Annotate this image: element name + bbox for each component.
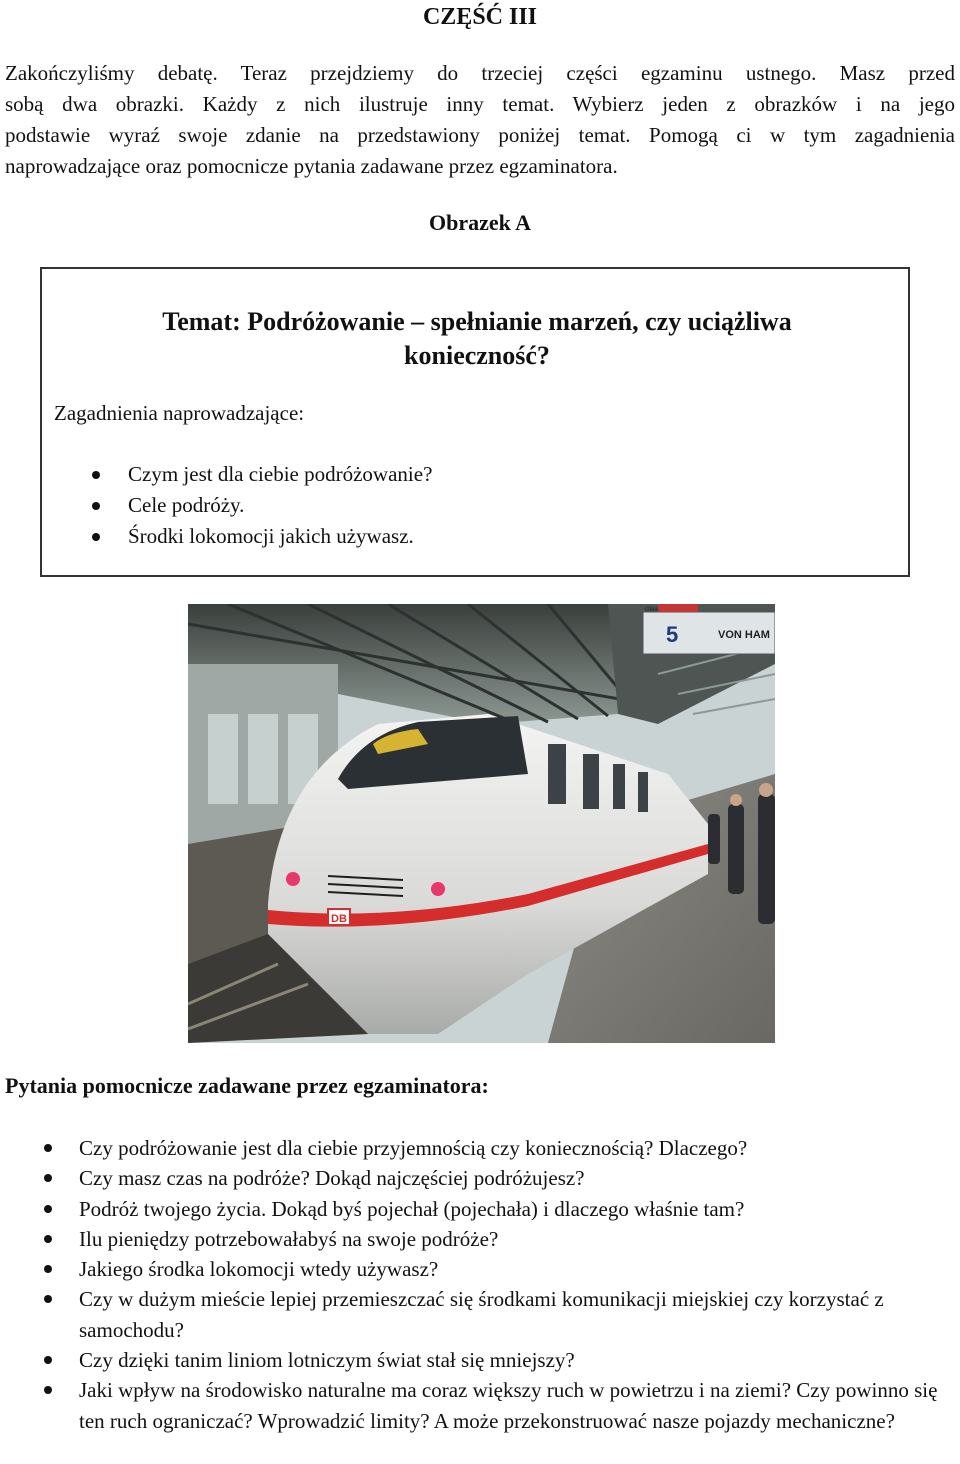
topic-title-line: Temat: Podróżowanie – spełnianie marzeń, czy uciążliwa bbox=[162, 307, 792, 336]
list-item: Czym jest dla ciebie podróżowanie? bbox=[92, 459, 432, 490]
topic-title-line: konieczność? bbox=[404, 341, 550, 370]
questions-heading: Pytania pomocnicze zadawane przez egzaminatora: bbox=[5, 1073, 489, 1098]
intro-paragraph bbox=[5, 58, 955, 182]
topic-title bbox=[42, 305, 912, 373]
topic-box bbox=[40, 267, 910, 577]
examiner-questions-list bbox=[40, 1133, 940, 1436]
intro-line: naprowadzające oraz pomocnicze pytania zadawane przez egzaminatora. bbox=[5, 154, 618, 178]
list-item: Jaki wpływ na środowisko naturalne ma coraz większy ruch w powietrzu i na ziemi? Czy powinno się ten ruch ograniczać? Wprowadzić limity? A może przekonstruować nasze pojazdy mechaniczne? bbox=[40, 1375, 940, 1436]
list-item: Ilu pieniędzy potrzebowałabyś na swoje podróże? bbox=[40, 1224, 940, 1254]
train-photo bbox=[188, 604, 775, 1043]
sign-top-label: Gleis bbox=[645, 607, 659, 613]
intro-line: Zakończyliśmy debatę. Teraz przejdziemy do trzeciej części egzaminu ustnego. Masz przed bbox=[5, 61, 955, 85]
platform-number: 5 bbox=[666, 622, 679, 647]
leading-questions-label: Zagadnienia naprowadzające: bbox=[54, 401, 305, 425]
list-item: Czy masz czas na podróże? Dokąd najczęściej podróżujesz? bbox=[40, 1163, 940, 1193]
leading-questions-list bbox=[92, 459, 432, 552]
list-item: Czy podróżowanie jest dla ciebie przyjemnością czy koniecznością? Dlaczego? bbox=[40, 1133, 940, 1163]
list-item: Cele podróży. bbox=[92, 490, 432, 521]
intro-line: podstawie wyraź swoje zdanie na przedstawiony poniżej temat. Pomogą ci w tym zagadnienia bbox=[5, 123, 955, 147]
picture-label: Obrazek A bbox=[428, 210, 532, 235]
intro-line: sobą dwa obrazki. Każdy z nich ilustruje inny temat. Wybierz jeden z obrazków i na jego bbox=[5, 92, 955, 116]
destination-text: VON HAM bbox=[718, 629, 770, 641]
list-item: Podróż twojego życia. Dokąd byś pojechał (pojechała) i dlaczego właśnie tam? bbox=[40, 1194, 940, 1224]
list-item: Środki lokomocji jakich używasz. bbox=[92, 521, 432, 552]
db-logo-text: DB bbox=[331, 913, 347, 925]
list-item: Czy w dużym mieście lepiej przemieszczać się środkami komunikacji miejskiej czy korzystać z samochodu? bbox=[40, 1284, 940, 1345]
section-heading: CZĘŚĆ III bbox=[422, 4, 538, 30]
list-item: Czy dzięki tanim liniom lotniczym świat stał się mniejszy? bbox=[40, 1345, 940, 1375]
list-item: Jakiego środka lokomocji wtedy używasz? bbox=[40, 1254, 940, 1284]
